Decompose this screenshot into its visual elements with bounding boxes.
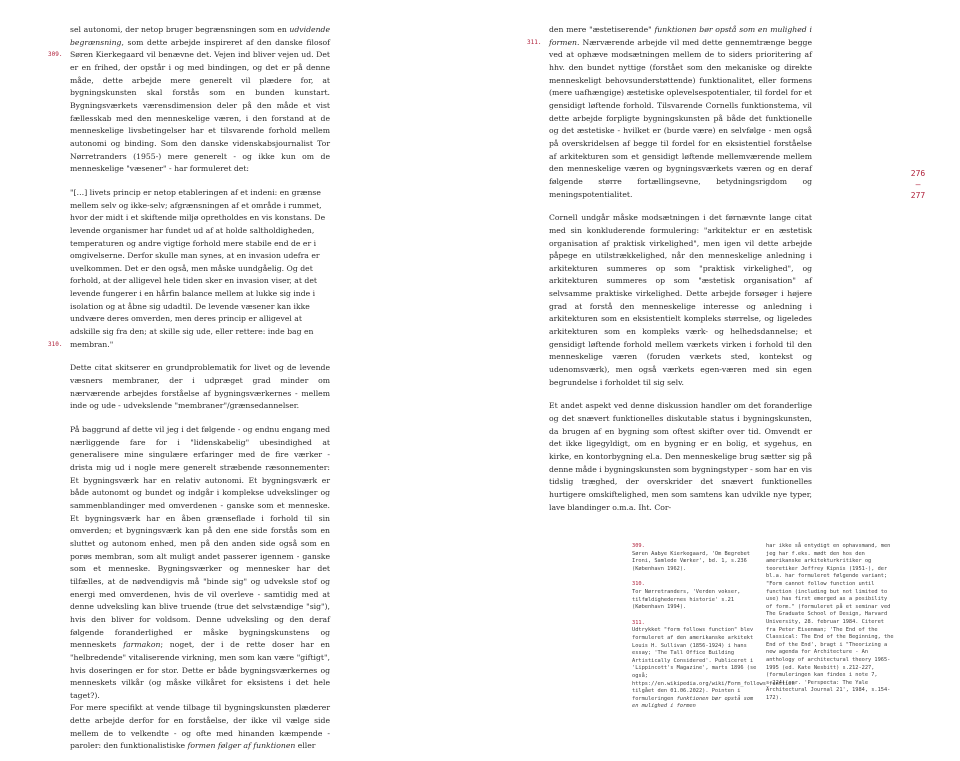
left-paragraph-1 — [48, 24, 330, 176]
footnotes-column-2 — [766, 543, 894, 702]
footnote-311 — [632, 619, 795, 711]
left-paragraph-4 — [70, 702, 330, 753]
footnote-310 — [632, 581, 757, 611]
right-page-number: 277 — [910, 191, 926, 200]
left-paragraph-3 — [70, 424, 330, 702]
italic-span: udvidende begrænsning — [70, 25, 330, 47]
footnotes-column-1 — [632, 543, 795, 719]
footnote-309 — [632, 543, 757, 573]
footnote-text: Tor Nørretranders, 'Verden vokser, tilfældighedernes historie' s.21 (København 1994). — [632, 588, 741, 611]
text-span: , som dette arbejde inspireret af den danske filosof Søren Kierkegaard vil benævne det. Vejen ind bliver vejen ud. Det er en frihed, der opstår i og med bindingen, og det er på denne måde, dette arbejde mere generelt vil plædere for, at bygningskunsten skal forstås som en bunden kunstart. Bygningsværkets værensdimension deler på den måde et vist fællesskab med den menneskelige væren, i den forstand at de menneskelige livsbetingelser har et tilsvarende forhold mellem autonomi og binding. Som den danske videnskabsjournalist Tor Nørretranders (1955-) mere generelt - og ikke kun om de menneskelige "væsener" - har formuleret det: — [70, 37, 330, 174]
right-paragraph-2: Cornell undgår måske modsætningen i det førnævnte lange citat med sin konkluderende formulering: "arkitektur er en æstetisk organisation af praktisk virkelighed", men igen vil dette arbejde påpege en utilstrækkelighed, når den menneskelige anledning i arkitekturen summeres op som "praktisk virkelighed", og arkitekturen summeres op som "æstetisk organisation" af selvsamme praktiske virkelighed. Dette arbejde forsøger i højere grad at forstå den menneskelige interesse og anledning i arkitekturen som en eksistentielt kompleks størrelse, og ligeledes arkitekturen som en kompleks værk- og helhedsdannelse; et gensidigt løftende forhold mellem værkets virken i forhold til den menneskelige væren (foruden værkets sted, kontekst og udenomsværk), men også værkets egen-væren med sin egen begrundelse i forholdet til sig selv. — [549, 213, 812, 387]
text-span: For mere specifikt at vende tilbage til bygningskunsten plæderer dette arbejde derfor for en forståelse, der ikke vil vælge side mellem de to velkendte - og ofte med hinanden kæmpende - paroler: den funktionalistiske — [70, 703, 330, 751]
italic-span: farmakon — [123, 640, 161, 650]
margin-note-311: 311. — [527, 39, 542, 46]
left-page-column — [48, 24, 330, 753]
text-span: sel autonomi, der netop bruger begrænsningen som en — [70, 25, 290, 34]
right-paragraph-3: Et andet aspekt ved denne diskussion handler om det foranderlige og det snævert funktionelles diskutable status i bygningskunsten, da brugen af en bygning som oftest skifter over tid. Omvendt er det ikke ligegyldigt, om en bygning er en bolig, et sygehus, en kirke, en kontorbygning el.a. Den menneskelige brug sætter sig på denne måde i bygningskunsten som bygningstyper - som har en vis tidslig træghed, der overskrider det snævert funktionelles hurtigere omskiftelighed, men som samtens kan udvikle nye typer, lave blandinger o.m.a. Iht. Cor- — [549, 401, 812, 512]
page-numbers — [903, 168, 933, 201]
left-paragraph-2: Dette citat skitserer en grundproblematik for livet og de levende væsners membraner, der i udpræget grad minder om nærværende arbejdes forståelse af bygningsværkernes - mellem inde og ude - udvekslende "membraner"/grænsedannelser. — [70, 363, 330, 411]
footnote-text: Udtrykket "form follows function" blev formuleret af den amerikanske arkitekt Louis H. Sullivan (1856-1924) i hans essay; 'The Tall Office Building Artistically Considered'. Publiceret i 'Lippincott's Magazine', marts 1896 (se også; https://en.wikipedia.org/wiki/Form_follows_function tilgået den 01.06.2022). Pointen i formuleringen — [632, 627, 795, 702]
right-paragraph-1 — [527, 24, 812, 201]
text-span: . Nærværende arbejde vil med dette gennemtrænge begge ved at ophæve modsætningen mellem de to siders prioritering af hhv. den bundet nyttige (forstået som den mekaniske og direkte menneskeligt behovsunderstøttende) funktionalitet, eller formens (mere uafhængige) æstetiske oplevelsespotentialer, til fordel for et gensidigt løftende forhold. Tilsvarende Cornells funktionstema, vil dette arbejde forpligte bygningskunsten på både det funktionelle og det æstetiske - hvilket er (burde være) en selvfølge - men også på overskridelsen af begge til fordel for en eksistentiel forståelse af arkitekturen som et gensidigt løftende mellemværende mellem den menneskelige væren og bygningsværkets væren og en deraf følgende større fortællingsevne, betydningsrigdom og meningspotentialitet. — [549, 37, 812, 199]
left-page-number: 276 — [910, 169, 926, 178]
margin-note-310: 310. — [48, 340, 63, 348]
text-span: den mere "æstetiserende" — [549, 25, 655, 34]
text-span: ; noget, der i de rette doser har en "helbredende" vitaliserende virkning, men som kan være "giftigt", hvis doseringen er for stor. Dette er både bygningsværkernes og menneskets vilkår (og måske vilkåret for eksistens i det hele taget?). — [70, 640, 330, 700]
margin-note-309: 309. — [48, 51, 63, 58]
italic-span: funktionen bør opstå som en mulighed i formen — [549, 25, 812, 47]
footnote-number: 311. — [632, 619, 645, 626]
italic-span: formen følger af funktionen — [187, 741, 296, 751]
block-quote — [48, 187, 330, 352]
footnote-text: Søren Aabye Kierkegaard, 'Om Begrebet Ironi, Samlede Værker', bd. 1, s.236 (København 1962). — [632, 550, 750, 572]
text-span: eller — [295, 741, 316, 751]
right-page-column — [527, 24, 812, 514]
text-span: På baggrund af dette vil jeg i det følgende - og endnu engang med nærliggende fare for i "lidenskabelig" ubesindighed at generalisere mine singulære erfaringer med de fire værker - drista mig ud i nogle mere generelt stræbende ræsonnementer: Et bygningsværk har en relativ autonomi. Et bygningsværk er både autonomt og bundet og indgår i komplekse udvekslinger og sammenblandinger med omverdenen - ganske som et menneske. Et bygningsværk har en åben grænseflade i forhold til sin omverden; et bygningsværk kan på den ene side forstås som en sluttet og autonom enhed, men på den anden side også som en porøs membran, som alt muligt andet passerer igennem - ganske som et menneske. Bygningsværker og mennesker har det tilfælles, at de nødvendigvis må "binde sig" og udveksle stof og energi med omverdenen, hvis de vil overleve - samtidig med at denne udveksling kan blive truende (true det selvstændige "sig"), hvis den bliver for voldsom. Denne udveksling og den deraf følgende foranderlighed er måske bygningskunstens og menneskets — [70, 425, 330, 650]
footnote-number: 310. — [632, 581, 645, 588]
footnote-number: 309. — [632, 543, 645, 549]
quote-text: "[…] livets princip er netop etableringen af et indeni: en grænse mellem selv og ikke-selv; afgrænsningen af et område i rummet, hvor der midt i et skiftende miljø opretholdes en vis konstans. De levende organismer har fundet ud af at holde saltholdigheden, temperaturen og andre vigtige forhold mere stabile end de er i omgivelserne. Derfor skulle man synes, at en invasion udefra er uvelkommen. Det er den også, men måske uundgåelig. Og det forhold, at der alligevel hele tiden sker en invasion viser, at det levende fungerer i en hårfin balance mellem at lukke sig inde i isolation og at åbne sig udadtil. De levende væsener kan ikke undvære deres omverden, men deres princip er alligevel at adskille sig fra den; at skille sig ude, eller rettere: inde bag en membran." — [70, 187, 326, 349]
footnote-italic: funktionen bør opstå som en mulighed i formen — [632, 695, 754, 710]
page-number-dash: — — [915, 180, 921, 189]
footnote-311-continued: har ikke så entydigt en ophavsmand, men jeg har f.eks. mødt den hos den amerikanske arkitekturkritiker og teoretiker Jeffrey Kipnis (1951-), der bl.a. har formuleret følgende variant; "Form cannot follow function until function (including but not limited to use) has first emerged as a posibility of form." (formuleret på et seminar ved The Graduate School of Design, Harvard University, 28. februar 1984. Citeret fra Peter Eisenman; 'The End of the Classical: The End of the Beginning, the End of the End', bragt i "Theorizing a new agenda for Architecture - An anthology of architectural theory 1965-1995 (ed. Kate Nesbitt) s.212-227, (formuleringen kan findes i note 7, s.224)(opr. 'Perspecta: The Yale Architectural Journal 21', 1984, s.154-172). — [766, 543, 894, 701]
